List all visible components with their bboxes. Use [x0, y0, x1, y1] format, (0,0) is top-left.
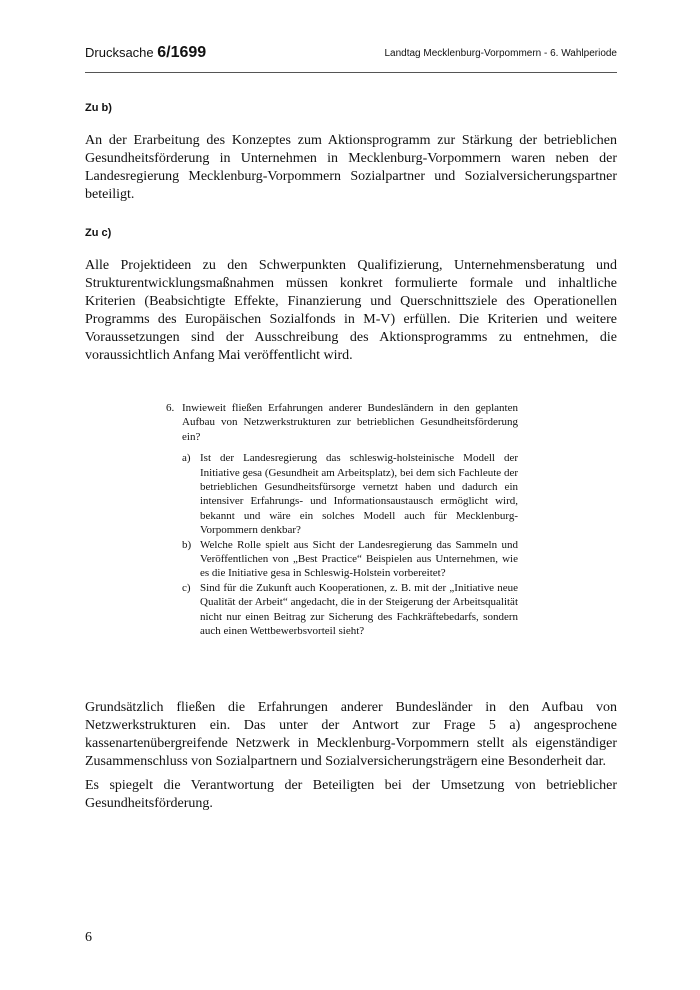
answer-paragraph-2: Es spiegelt die Verantwortung der Beteiligten bei der Umsetzung von betrieblicher Gesundheitsförderung. — [85, 778, 617, 811]
document-reference — [85, 44, 206, 62]
question-number: 6. — [166, 402, 175, 414]
subquestion-letter: b) — [182, 538, 192, 551]
doc-label: Drucksache — [85, 45, 154, 60]
subquestion-c — [166, 581, 518, 639]
page-number: 6 — [85, 930, 92, 945]
doc-number: 6/1699 — [157, 44, 207, 61]
subquestion-letter: c) — [182, 581, 191, 594]
subquestion-a — [166, 451, 518, 537]
subquestion-text: Welche Rolle spielt aus Sicht der Landesregierung das Sammeln und Veröffentlichen von „Best Practice“ Beispielen aus Unternehmen, wie es die Initiative gesa in Schleswig-Holstein vorbereitet? — [200, 538, 518, 580]
subquestion-text: Ist der Landesregierung das schleswig-holsteinische Modell der Initiative gesa (Gesundheit am Arbeitsplatz), bei dem sich Fachleute der betrieblichen Gesundheitsfürsorge vernetzt haben und dadurch ein intensiver Erfahrungs- und Informationsaustausch ermöglicht wird, bekannt und wäre ein solches Modell auch für Mecklenburg-Vorpommern denkbar? — [200, 452, 518, 537]
heading-zu-c: Zu c) — [85, 227, 112, 239]
heading-zu-b: Zu b) — [85, 102, 112, 114]
answer-paragraph-1: Grundsätzlich fließen die Erfahrungen anderer Bundesländer in den Aufbau von Netzwerkstrukturen ein. Das unter der Antwort zur Frage 5 a) angesprochene kassenartenübergreifende Netzwerk in Mecklenburg-Vorpommern stellt als eigenständiger Zusammenschluss von Sozialpartnern und Sozialversicherungsträgern eine Besonderheit dar. — [85, 700, 617, 769]
question-6-block — [166, 401, 518, 639]
institution-label: Landtag Mecklenburg-Vorpommern - 6. Wahlperiode — [384, 48, 617, 59]
question-6 — [166, 401, 518, 444]
subquestion-text: Sind für die Zukunft auch Kooperationen, z. B. mit der „Initiative neue Qualität der Arbeit“ angedacht, die in der Steigerung der Arbeitsqualität nicht nur einen Beitrag zur Sicherung des Fachkräftebedarfs, sondern auch einen Wettbewerbsvorteil sieht? — [200, 581, 518, 638]
subquestion-letter: a) — [182, 452, 191, 465]
question-text: Inwieweit fließen Erfahrungen anderer Bundesländern in den geplanten Aufbau von Netzwerkstrukturen zur betrieblichen Gesundheitsförderung ein? — [182, 402, 518, 443]
paragraph-zu-b: An der Erarbeitung des Konzeptes zum Aktionsprogramm zur Stärkung der betrieblichen Gesundheitsförderung in Unternehmen in Mecklenburg-Vorpommern waren neben der Landesregierung Mecklenburg-Vorpommern Sozialpartner und Sozialversicherungspartner beteiligt. — [85, 133, 617, 202]
subquestion-b — [166, 538, 518, 581]
page-header — [85, 42, 617, 73]
paragraph-zu-c: Alle Projektideen zu den Schwerpunkten Qualifizierung, Unternehmensberatung und Strukturentwicklungsmaßnahmen müssen konkret formulierte formale und inhaltliche Kriterien (Beabsichtigte Effekte, Finanzierung und Querschnittsziele des Operationellen Programms des Europäischen Sozialfonds in M-V) erfüllen. Die Kriterien und weitere Voraussetzungen sind der Ausschreibung des Aktionsprogramms zu entnehmen, die voraussichtlich Anfang Mai veröffentlicht wird. — [85, 258, 617, 363]
